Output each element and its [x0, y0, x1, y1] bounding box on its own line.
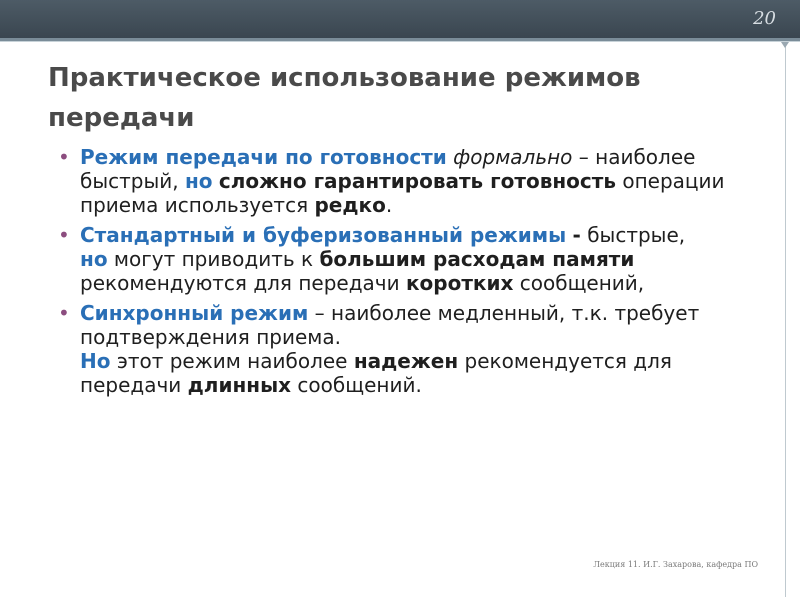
- page-number: 20: [753, 8, 776, 29]
- bullet-dot-icon: •: [58, 301, 70, 325]
- bullet-text-segment: Синхронный режим: [80, 301, 309, 325]
- bullet-item: [58, 301, 758, 397]
- bullet-text-segment: Стандартный и буферизованный режимы: [80, 223, 567, 247]
- bullet-text-segment: сообщений.: [291, 373, 422, 397]
- bullet-text-segment: большим расходам памяти: [319, 247, 635, 271]
- slide-header-bar: [0, 0, 800, 38]
- bullet-text-segment: Режим передачи по готовности: [80, 145, 447, 169]
- bullet-item: [58, 145, 758, 217]
- bullet-text-segment: но: [184, 169, 213, 193]
- bullet-text-segment: сложно гарантировать готовность: [218, 169, 616, 193]
- bullet-text-segment: рекомендуются для передачи: [80, 271, 406, 295]
- slide-title: Практическое использование режимов передачи: [48, 63, 641, 133]
- bullet-text-segment: редко: [314, 193, 386, 217]
- bullet-dot-icon: •: [58, 145, 70, 169]
- bullet-text-segment: -: [572, 223, 581, 247]
- bullet-text-segment: могут приводить к: [107, 247, 320, 271]
- bullet-text-segment: этот режим наиболее: [110, 349, 354, 373]
- bullet-text-segment: длинных: [187, 373, 292, 397]
- bullet-text-segment: коротких: [405, 271, 514, 295]
- bullet-text-segment: – наиболее быстрый,: [80, 145, 696, 193]
- bullet-text-segment: но: [80, 247, 108, 271]
- slide-footer: Лекция 11. И.Г. Захарова, кафедра ПО: [593, 560, 758, 569]
- bullet-text-segment: надежен: [353, 349, 459, 373]
- header-separator-light: [0, 41, 800, 42]
- right-border-line: [785, 42, 786, 597]
- bullet-dot-icon: •: [58, 223, 70, 247]
- bullet-list: [58, 145, 758, 403]
- bullet-item: [58, 223, 758, 295]
- bullet-text-segment: .: [385, 193, 393, 217]
- bullet-text-segment: сообщений,: [513, 271, 645, 295]
- bullet-text-segment: операции приема используется: [80, 169, 725, 217]
- bullet-text-segment: Но: [80, 349, 111, 373]
- bullet-text-segment: – наиболее медленный, т.к. требует подтверждения приема.: [80, 301, 700, 349]
- bullet-text-segment: быстрые,: [580, 223, 686, 247]
- bullet-text-segment: рекомендуется для передачи: [80, 349, 672, 397]
- bullet-text-segment: формально: [453, 145, 573, 169]
- corner-triangle-icon: [781, 42, 789, 48]
